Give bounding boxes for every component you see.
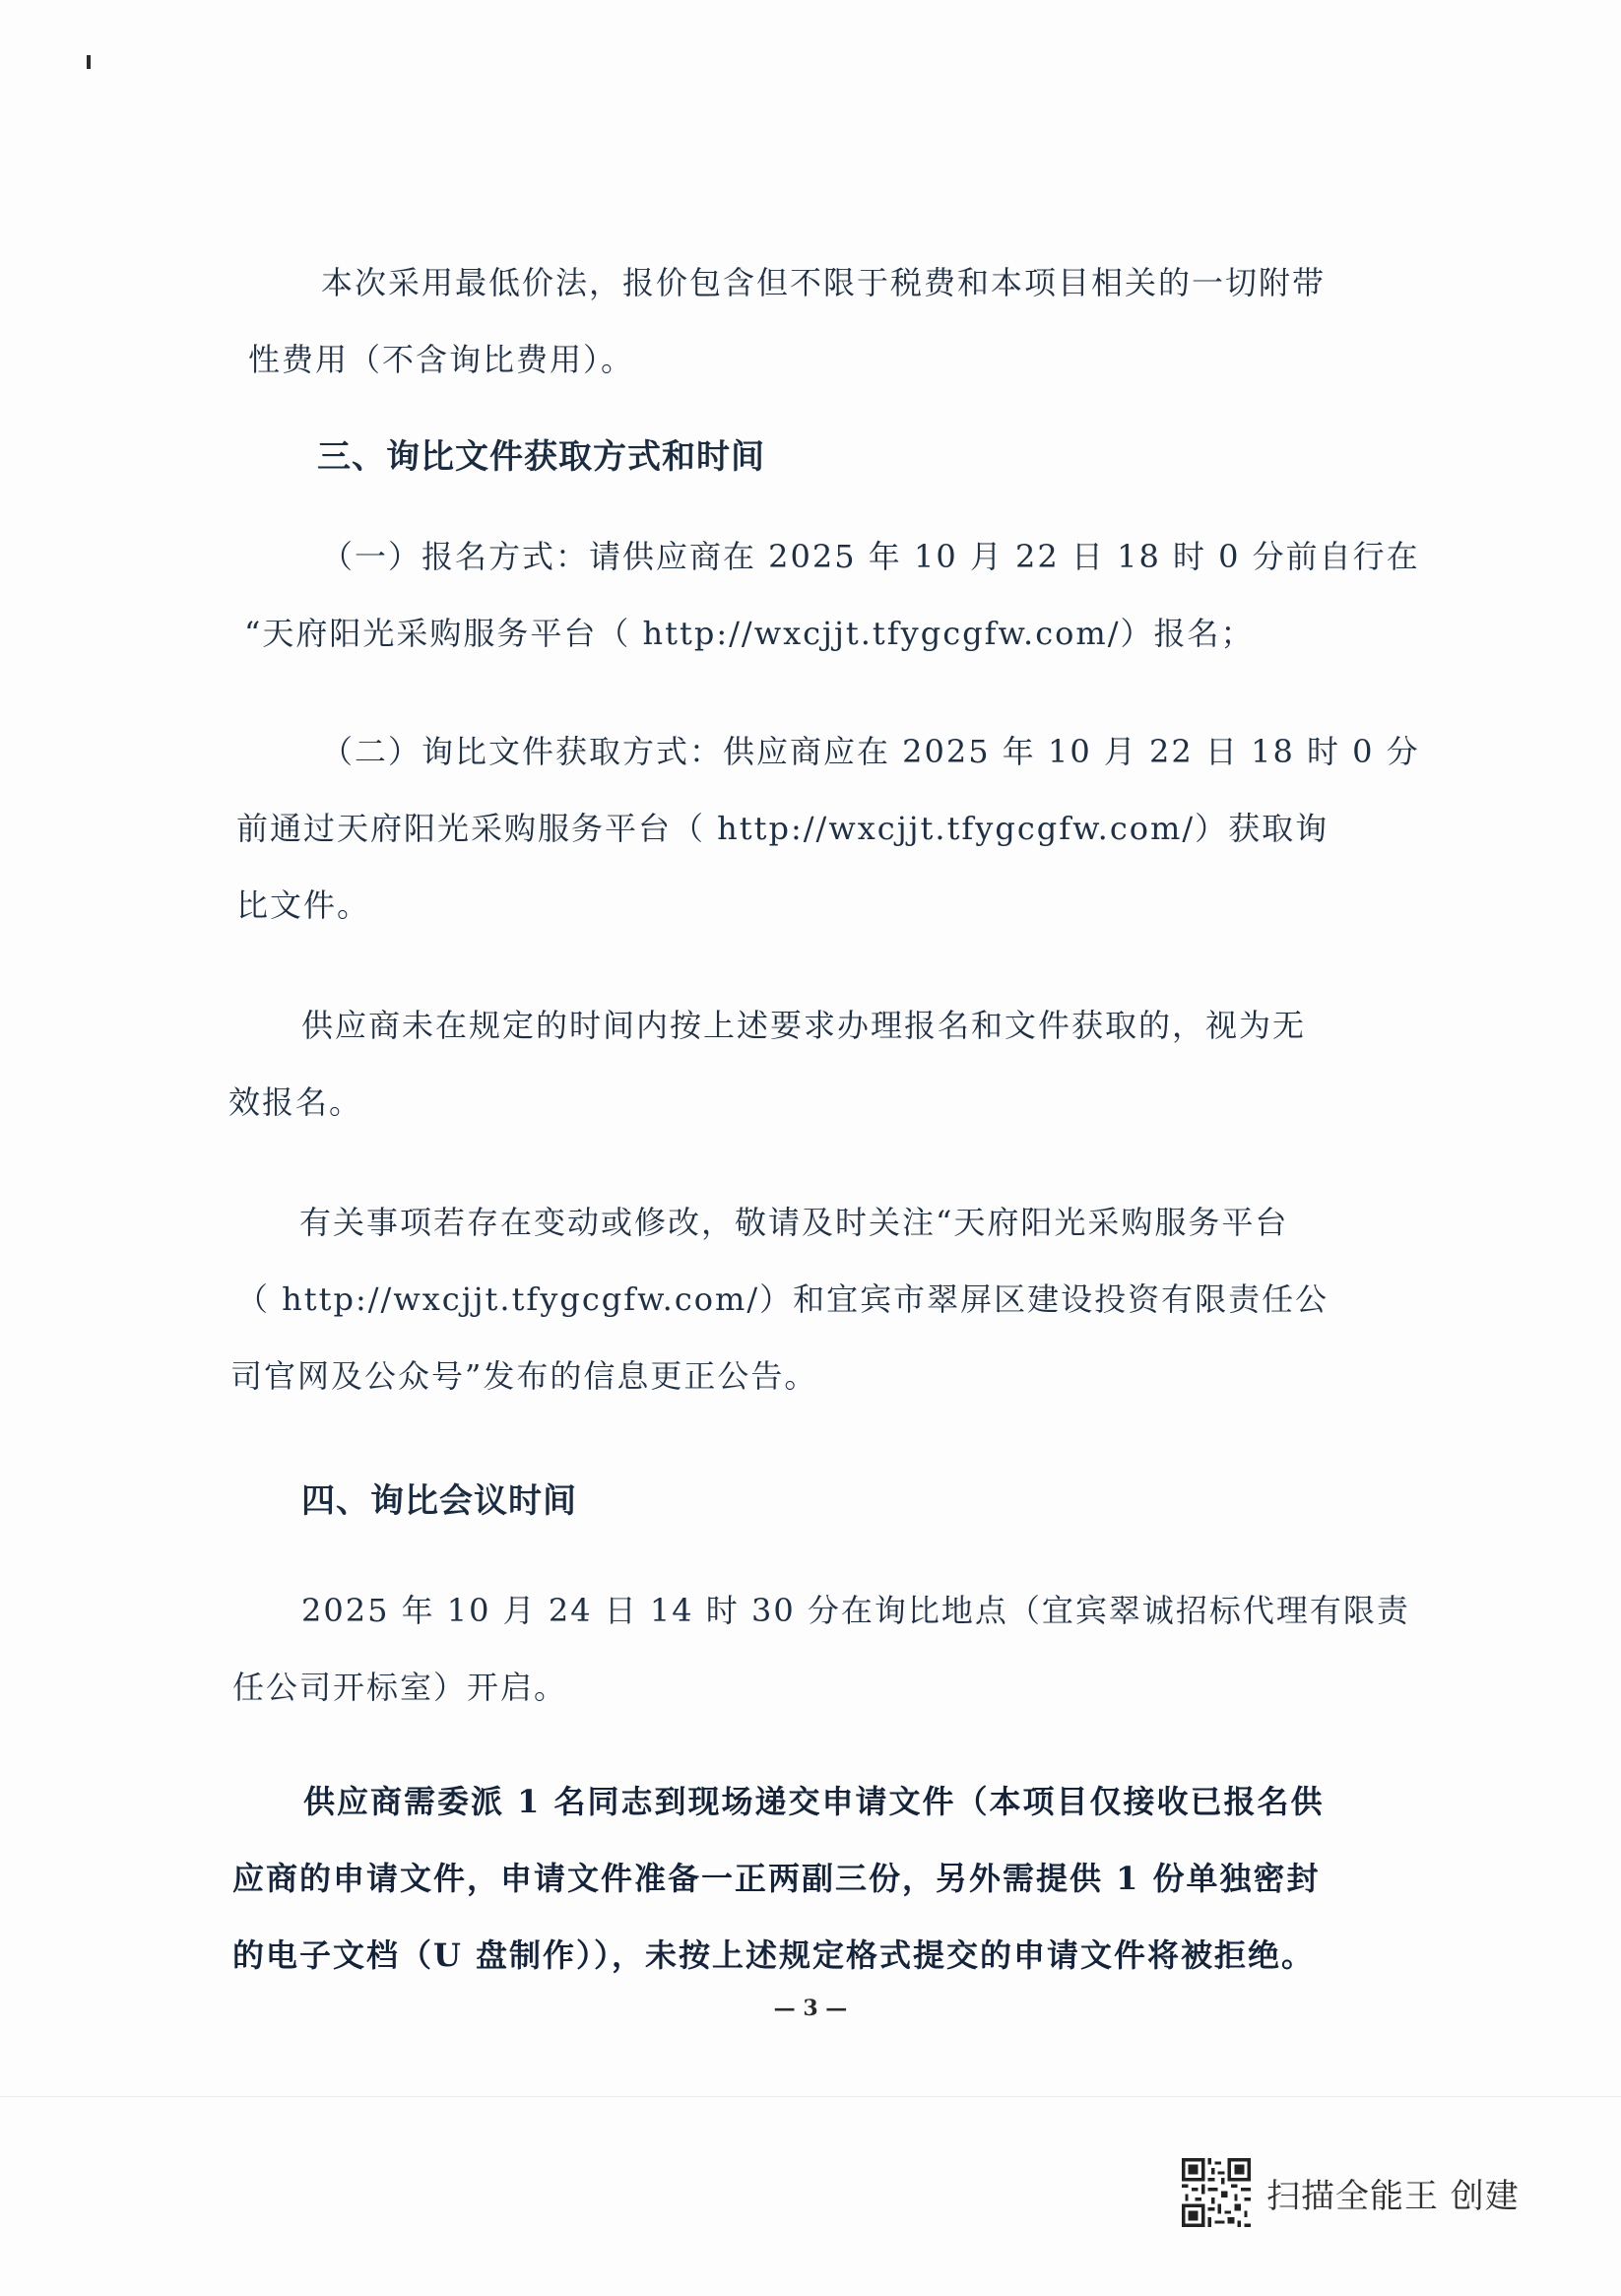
- paragraph-line: 效报名。: [228, 1083, 363, 1121]
- paragraph-line: 的电子文档（U 盘制作）），未按上述规定格式提交的申请文件将被拒绝。: [232, 1936, 1316, 1974]
- paragraph-line: 应商的申请文件，申请文件准备一正两副三份，另外需提供 1 份单独密封: [232, 1860, 1321, 1897]
- paragraph-line: 供应商需委派 1 名同志到现场递交申请文件（本项目仅接收已报名供: [303, 1783, 1325, 1820]
- paragraph-meeting-time: [232, 1572, 1410, 1726]
- paragraph-line: “天府阳光采购服务平台（ http://wxcjjt.tfygcgfw.com/）报名；: [244, 615, 1255, 652]
- paragraph-document-acquisition: [236, 713, 1420, 944]
- paragraph-line: 前通过天府阳光采购服务平台（ http://wxcjjt.tfygcgfw.com/）获取询: [236, 810, 1329, 847]
- scanner-watermark: [1182, 2157, 1520, 2228]
- paragraph-line: 有关事项若存在变动或修改，敬请及时关注“天府阳光采购服务平台: [299, 1204, 1289, 1241]
- paragraph-line: 司官网及公众号”发布的信息更正公告。: [230, 1357, 818, 1395]
- paragraph-line: （二）询比文件获取方式：供应商应在 2025 年 10 月 22 日 18 时 0 分: [321, 733, 1420, 770]
- footer-divider: [0, 2096, 1621, 2097]
- paragraph-line: 本次采用最低价法，报价包含但不限于税费和本项目相关的一切附带: [321, 264, 1327, 301]
- paragraph-line: 2025 年 10 月 24 日 14 时 30 分在询比地点（宜宾翠诚招标代理有限责: [301, 1592, 1410, 1629]
- paragraph-line: （ http://wxcjjt.tfygcgfw.com/）和宜宾市翠屏区建设投资有限责任公: [236, 1280, 1329, 1318]
- section-3-heading: 三、询比文件获取方式和时间: [317, 437, 765, 477]
- paragraph-lowest-price: [248, 244, 1327, 398]
- paragraph-changes-notice: [230, 1184, 1329, 1414]
- paragraph-line: （一）报名方式：请供应商在 2025 年 10 月 22 日 18 时 0 分前自行在: [321, 538, 1420, 575]
- paragraph-line: 比文件。: [236, 886, 371, 924]
- qr-code-icon: [1182, 2158, 1251, 2227]
- paragraph-line: 性费用（不含询比费用）。: [248, 341, 635, 378]
- section-4-heading: 四、询比会议时间: [301, 1481, 577, 1521]
- paragraph-line: 任公司开标室）开启。: [232, 1669, 568, 1706]
- watermark-text: 扫描全能王 创建: [1266, 2176, 1520, 2216]
- paragraph-registration-method: [244, 518, 1420, 672]
- paragraph-submission-requirements: [232, 1763, 1325, 1994]
- page-number: — 3 —: [773, 1996, 848, 2021]
- paragraph-line: 供应商未在规定的时间内按上述要求办理报名和文件获取的，视为无: [301, 1007, 1307, 1044]
- paragraph-invalid-registration: [228, 987, 1307, 1141]
- scan-mark: [87, 55, 91, 69]
